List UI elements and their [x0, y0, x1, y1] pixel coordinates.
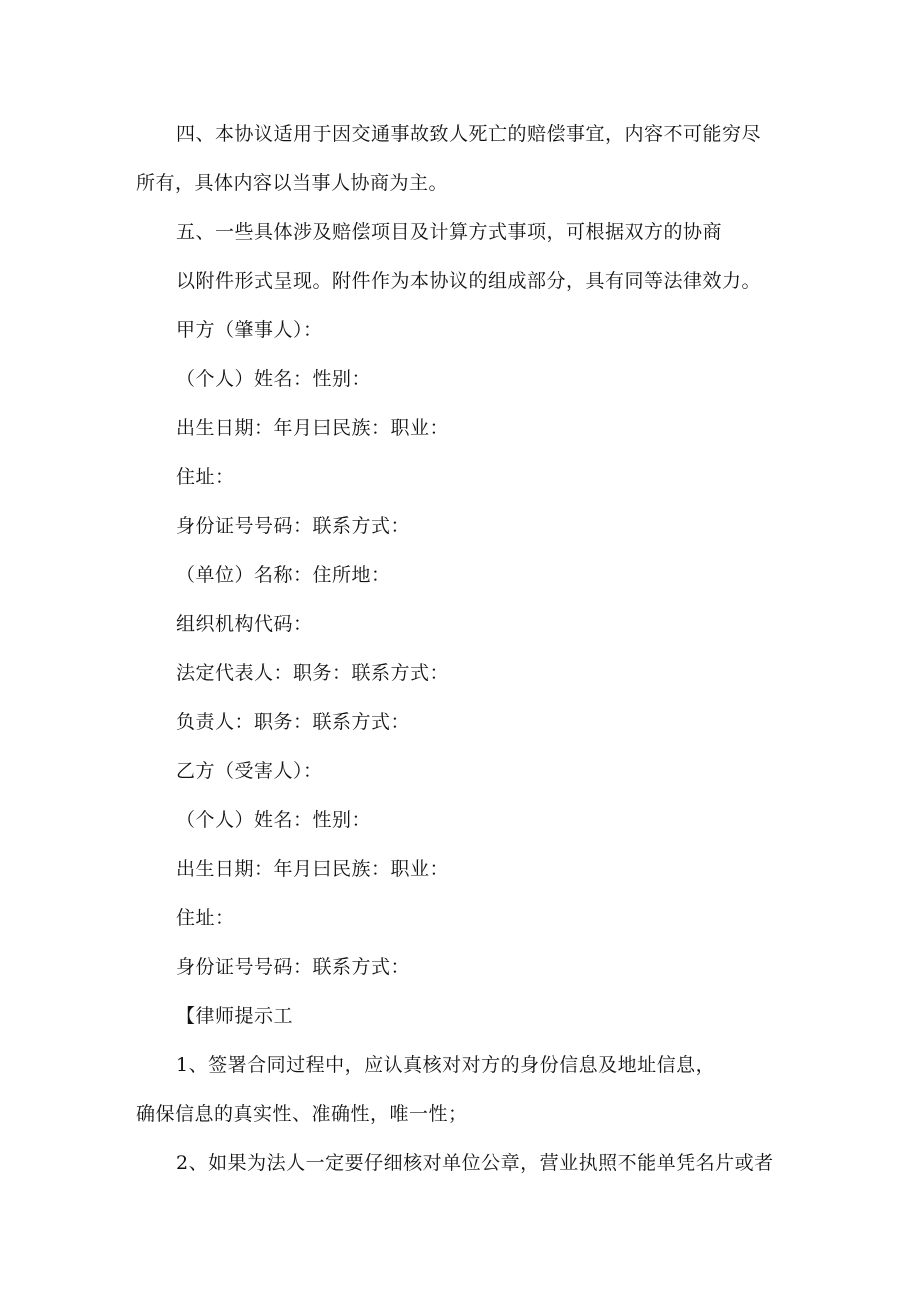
tip-1-line-2: 确保信息的真实性、准确性，唯一性； — [136, 1103, 468, 1125]
party-a-birth-date: 出生日期：年月曰民族：职业： — [176, 417, 450, 439]
party-b-birth-date: 出生日期：年月曰民族：职业： — [176, 858, 450, 880]
party-a-address: 住址： — [176, 466, 235, 488]
clause-4-line-1: 四、本协议适用于因交通事故致人死亡的赔偿事宜，内容不可能穷尽 — [176, 123, 762, 145]
tip-2-line-1: 2、如果为法人一定要仔细核对单位公章，营业执照不能单凭名片或者 — [176, 1152, 774, 1174]
party-a-unit-name: （单位）名称：住所地： — [176, 564, 391, 586]
party-b-address: 住址： — [176, 907, 235, 929]
party-a-legal-rep: 法定代表人：职务：联系方式： — [176, 662, 450, 684]
tip-1-line-1: 1、签署合同过程中，应认真核对对方的身份信息及地址信息， — [176, 1054, 716, 1076]
clause-4-line-2: 所有，具体内容以当事人协商为主。 — [136, 172, 449, 194]
party-b-heading: 乙方（受害人）： — [176, 760, 323, 782]
party-b-individual-name: （个人）姓名：性别： — [176, 809, 372, 831]
party-b-id-number: 身份证号号码：联系方式： — [176, 956, 411, 978]
clause-5-line-1: 五、一些具体涉及赔偿项目及计算方式事项，可根据双方的协商 — [176, 221, 723, 243]
lawyer-tips-heading: 【律师提示工 — [176, 1005, 294, 1027]
party-a-org-code: 组织机构代码： — [176, 613, 313, 635]
party-a-individual-name: （个人）姓名：性别： — [176, 368, 372, 390]
clause-5-line-2: 以附件形式呈现。附件作为本协议的组成部分，具有同等法律效力。 — [176, 270, 762, 292]
party-a-heading: 甲方（肇事人）： — [176, 319, 323, 341]
party-a-responsible-person: 负责人：职务：联系方式： — [176, 711, 411, 733]
party-a-id-number: 身份证号号码：联系方式： — [176, 515, 411, 537]
